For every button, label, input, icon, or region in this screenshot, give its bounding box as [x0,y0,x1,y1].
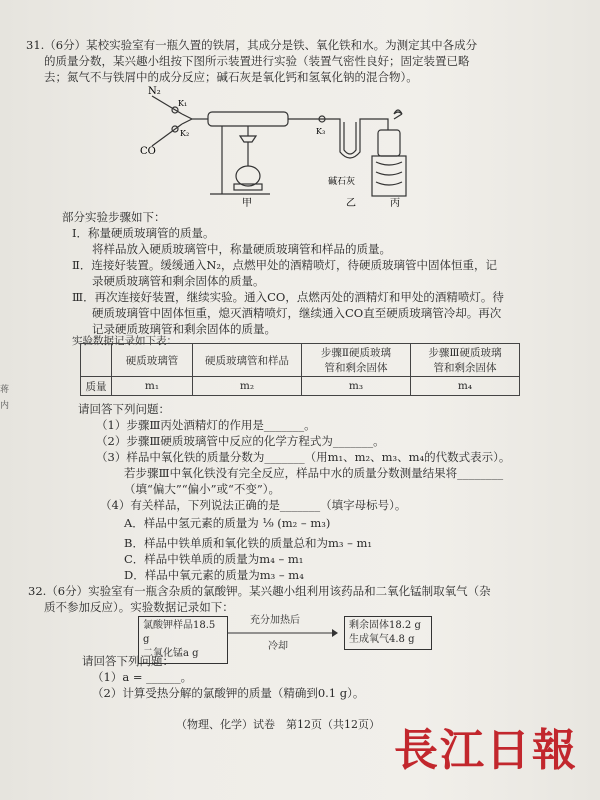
q31-ask: 请回答下列问题： [78,402,170,416]
label-k1: K₁ [178,99,188,108]
label-bing: 丙 [390,198,400,209]
page-footer: （物理、化学）试卷 第12页（共12页） [176,718,380,731]
data-table [80,343,520,396]
label-jia: 甲 [242,198,252,209]
step3-line2: 硬质玻璃管中固体恒重，熄灭酒精喷灯，继续通入CO直至硬质玻璃管冷却。再次 [92,306,502,320]
cell-m3: m₃ [302,377,411,396]
q31-part1: （1）步骤Ⅲ丙处酒精灯的作用是_______。 [96,418,316,432]
q32-part1: （1）a = ______。 [92,670,193,684]
q31-part4: （4）有关样品，下列说法正确的是_______（填字母标号）。 [100,498,407,512]
table-title: 实验数据记录如下表： [72,335,177,347]
arrow-label-bottom: 冷却 [268,641,288,652]
step1-line1: Ⅰ．称量硬质玻璃管的质量。 [72,226,215,240]
reactant-mno2: 二氧化锰a g [143,648,199,659]
edge-char-1: 蒋 [0,385,10,395]
product-residue: 剩余固体18.2 g [349,620,421,631]
edge-char-2: 内 [0,401,10,411]
reaction-arrow [228,628,338,638]
products-box [344,616,432,650]
q32-header-line1: 32.（6分）实验室有一瓶含杂质的氯酸钾。某兴趣小组利用该药品和二氧化锰制取氧气（杂 [28,584,491,598]
q31-part3-line2: 若步骤Ⅲ中氧化铁没有完全反应，样品中水的质量分数测量结果将________ [124,466,504,480]
col-header-2: 硬质玻璃管和样品 [193,344,302,377]
cell-m4: m₄ [411,377,520,396]
label-co: CO [140,146,156,157]
col-header-1: 硬质玻璃管 [112,344,193,377]
option-a: A．样品中氢元素的质量为 ¹⁄₉ (m₂ – m₃) [124,516,331,530]
q31-part3-line1: （3）样品中氧化铁的质量分数为_______（用m₁、m₂、m₃、m₄的代数式表示）。 [96,450,511,464]
row-label: 质量 [81,377,112,396]
apparatus-diagram [140,84,430,209]
q32-ask: 请回答下列问题： [82,654,174,668]
product-oxygen: 生成氧气4.8 g [349,634,415,645]
steps-title: 部分实验步骤如下： [62,210,166,224]
step2-line2: 录硬质玻璃管和剩余固体的质量。 [92,274,265,288]
option-b: B．样品中铁单质和氧化铁的质量总和为m₃ – m₁ [124,536,373,550]
table-header-row [81,344,520,377]
q32-part2: （2）计算受热分解的氯酸钾的质量（精确到0.1 g）。 [92,686,365,700]
label-k3: K₃ [316,127,326,136]
cell-m2: m₂ [193,377,302,396]
label-n2: N₂ [148,86,161,97]
step2-line1: Ⅱ．连接好装置。缓缓通入N₂，点燃甲处的酒精喷灯，待硬质玻璃管中固体恒重，记 [72,258,497,272]
table-row [81,377,520,396]
step1-line2: 将样品放入硬质玻璃管中，称量硬质玻璃管和样品的质量。 [92,242,391,256]
apparatus-svg [140,84,430,209]
col-header-3: 步骤Ⅱ硬质玻璃 管和剩余固体 [302,344,411,377]
step3-line1: Ⅲ．再次连接好装置，继续实验。通入CO，点燃丙处的酒精灯和甲处的酒精喷灯。待 [72,290,504,304]
cell-m1: m₁ [112,377,193,396]
newspaper-watermark: 長江日報 [394,725,578,776]
q31-header-line2: 的质量分数，某兴趣小组按下图所示装置进行实验（装置气密性良好；固定装置已略 [44,54,470,68]
label-k2: K₂ [180,129,190,138]
label-yi: 乙 [346,198,356,209]
q31-header-line1: 31.（6分）某校实验室有一瓶久置的铁屑，其成分是铁、氧化铁和水。为测定其中各成分 [26,38,478,52]
q31-part3-line3: （填“偏大”“偏小”或“不变”）。 [124,482,281,496]
arrow-label-top: 充分加热后 [250,615,300,626]
label-lime: 碱石灰 [328,177,356,187]
step3-line3: 记录硬质玻璃管和剩余固体的质量。 [92,322,276,336]
q31-part2: （2）步骤Ⅲ硬质玻璃管中反应的化学方程式为_______。 [96,434,385,448]
q31-header-line3: 去；氮气不与铁屑中的成分反应；碱石灰是氧化钙和氢氧化钠的混合物）。 [44,70,418,84]
option-d: D．样品中氧元素的质量为m₃ – m₄ [124,568,304,582]
col-header-4: 步骤Ⅲ硬质玻璃 管和剩余固体 [411,344,520,377]
reactant-kclo3: 氯酸钾样品18.5 g [143,620,216,645]
option-c: C．样品中铁单质的质量为m₄ – m₁ [124,552,304,566]
table-corner [81,344,112,377]
q32-header-line2: 质不参加反应）。实验数据记录如下： [44,600,234,614]
